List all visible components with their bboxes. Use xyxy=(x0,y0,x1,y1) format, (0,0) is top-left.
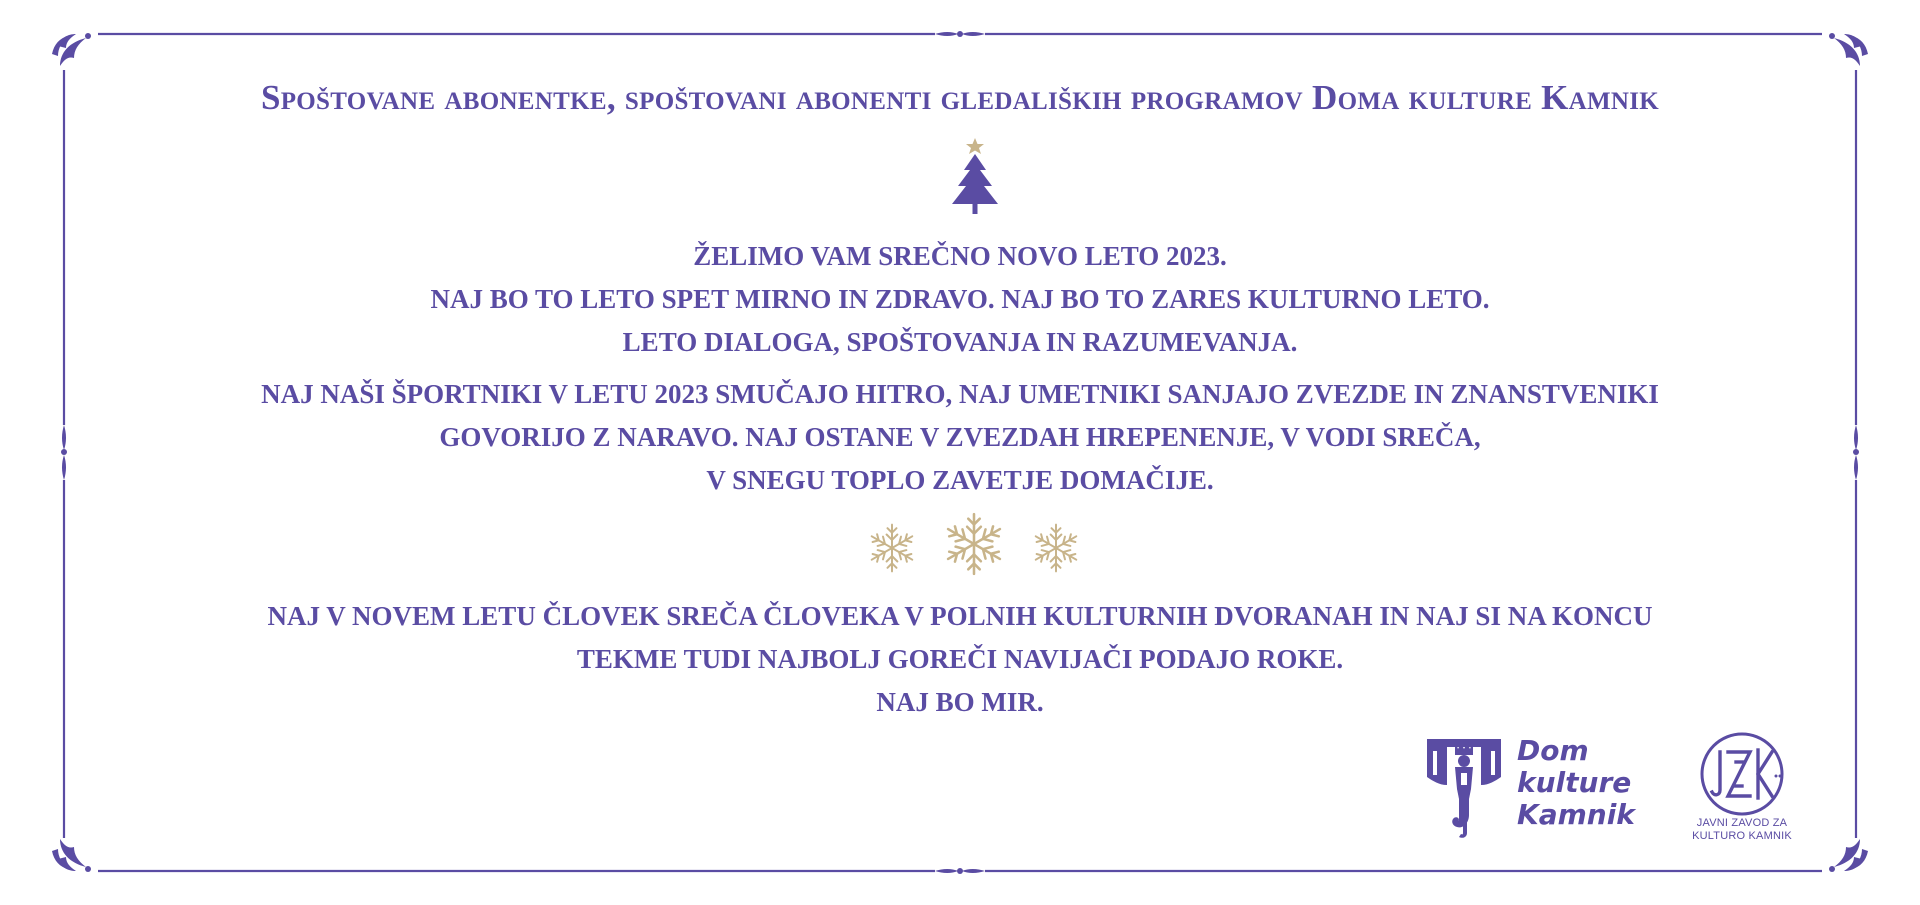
paragraph-line: ŽELIMO VAM SREČNO NOVO LETO 2023. xyxy=(693,241,1227,271)
paragraph-line: GOVORIJO Z NARAVO. NAJ OSTANE V ZVEZDAH HREPENENJE, V VODI SREČA, xyxy=(439,422,1481,452)
paragraph-sports-arts xyxy=(0,373,1920,502)
paragraph-line: NAJ BO MIR. xyxy=(876,687,1044,717)
logo-text-line: Dom xyxy=(1517,734,1589,767)
dom-kulture-wordmark xyxy=(1517,735,1635,831)
snowflake-icon xyxy=(869,525,915,572)
snowflakes-decoration xyxy=(860,510,1090,582)
paragraph-line: NAJ V NOVEM LETU ČLOVEK SREČA ČLOVEKA V POLNIH KULTURNIH DVORANAH IN NAJ SI NA KONCU xyxy=(267,601,1653,631)
snowflake-icon xyxy=(1033,525,1079,572)
paragraph-peace-wish xyxy=(0,595,1920,724)
paragraph-line: TEKME TUDI NAJBOLJ GOREČI NAVIJAČI PODAJO ROKE. xyxy=(576,644,1344,674)
paragraph-line: NAJ NAŠI ŠPORTNIKI V LETU 2023 SMUČAJO HITRO, NAJ UMETNIKI SANJAJO ZVEZDE IN ZNANSTVENIKI xyxy=(261,379,1659,409)
paragraph-line: NAJ BO TO LETO SPET MIRNO IN ZDRAVO. NAJ BO TO ZARES KULTURNO LETO. xyxy=(430,284,1490,314)
greeting-heading: Spoštovane abonentke, spoštovani abonenti gledaliških programov Doma kulture Kamnik xyxy=(260,78,1660,117)
paragraph-line: LETO DIALOGA, SPOŠTOVANJA IN RAZUMEVANJA. xyxy=(622,327,1298,357)
logo-text-line: Kamnik xyxy=(1517,798,1635,831)
snowflake-icon xyxy=(945,514,1004,574)
logo-caption-line: KULTURO KAMNIK xyxy=(1692,830,1792,842)
logo-caption-line: JAVNI ZAVOD ZA xyxy=(1696,817,1788,829)
paragraph-line: V SNEGU TOPLO ZAVETJE DOMAČIJE. xyxy=(706,465,1214,495)
dom-kulture-kamnik-logo xyxy=(1425,735,1665,845)
jzk-monogram-icon xyxy=(1682,732,1802,818)
javni-zavod-caption xyxy=(1682,817,1802,843)
paragraph-new-year-wish xyxy=(0,235,1920,364)
logo-text-line: kulture xyxy=(1517,766,1632,799)
javni-zavod-logo xyxy=(1682,732,1802,847)
dom-kulture-emblem-icon xyxy=(1425,737,1503,841)
christmas-tree-icon xyxy=(942,138,1008,218)
